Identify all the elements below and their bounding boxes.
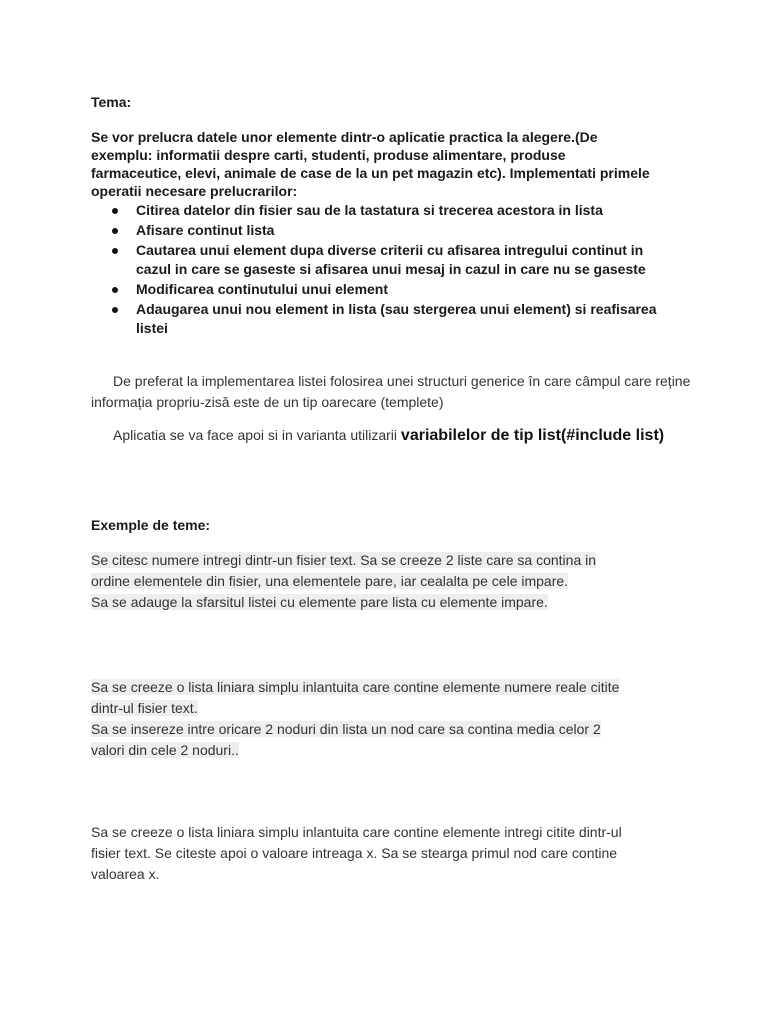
list-item: Modificarea continutului unui element: [91, 280, 661, 299]
example-line: ordine elementele din fisier, una elementele pare, iar cealalta pe cele impare.: [91, 573, 569, 589]
example-line: Se citesc numere intregi dintr-un fisier text. Sa se creeze 2 liste care sa contina in: [91, 552, 597, 568]
example-1: [91, 550, 691, 613]
page-title: Tema:: [91, 94, 132, 110]
list-item: Cautarea unui element dupa diverse criterii cu afisarea intregului continut in cazul in care se gaseste si afisarea unui mesaj in cazul in care nu se gaseste: [91, 241, 661, 279]
example-line: dintr-ul fisier text.: [91, 700, 198, 716]
generic-structure-paragraph: De preferat la implementarea listei folosirea unei structuri generice în care câmpul care reține informația propriu-zisă este de un tip oarecare (templete): [91, 373, 691, 410]
example-line: valori din cele 2 noduri..: [91, 742, 239, 758]
list-variant-paragraph: Aplicatia se va face apoi si in varianta utilizarii variabilelor de tip list(#include list): [113, 427, 665, 444]
list-item: Afisare continut lista: [91, 221, 661, 240]
list-item: Adaugarea unui nou element in lista (sau stergerea unui element) si reafisarea listei: [91, 300, 661, 338]
requirements-list: [91, 201, 661, 339]
bullet-icon: [112, 307, 118, 313]
example-line: Sa se insereze intre oricare 2 noduri din lista un nod care sa contina media celor 2: [91, 721, 601, 737]
example-line: valoarea x.: [91, 866, 160, 882]
example-2: [91, 677, 691, 761]
example-line: Sa se adauge la sfarsitul listei cu elemente pare lista cu elemente impare.: [91, 594, 548, 610]
bullet-icon: [112, 208, 118, 214]
bullet-icon: [112, 248, 118, 254]
example-3: [91, 822, 691, 885]
intro-paragraph: Se vor prelucra datele unor elemente dintr-o aplicatie practica la alegere.(De exemplu: informatii despre carti, studenti, produse alimentare, produse farmaceutice, elevi, animale de case de la un pet magazin etc). Implementati primele operatii necesare prelucrarilor:: [91, 129, 650, 199]
list-variant-emphasis: variabilelor de tip list(#include list): [400, 427, 665, 444]
list-item: Citirea datelor din fisier sau de la tastatura si trecerea acestora in lista: [91, 201, 661, 220]
example-line: Sa se creeze o lista liniara simplu inlantuita care contine elemente intregi citite dintr-ul: [91, 824, 622, 840]
examples-heading: Exemple de teme:: [91, 517, 211, 533]
example-line: fisier text. Se citeste apoi o valoare intreaga x. Sa se stearga primul nod care contine: [91, 845, 618, 861]
example-line: Sa se creeze o lista liniara simplu inlantuita care contine elemente numere reale citite: [91, 679, 620, 695]
bullet-icon: [112, 228, 118, 234]
bullet-icon: [112, 287, 118, 293]
